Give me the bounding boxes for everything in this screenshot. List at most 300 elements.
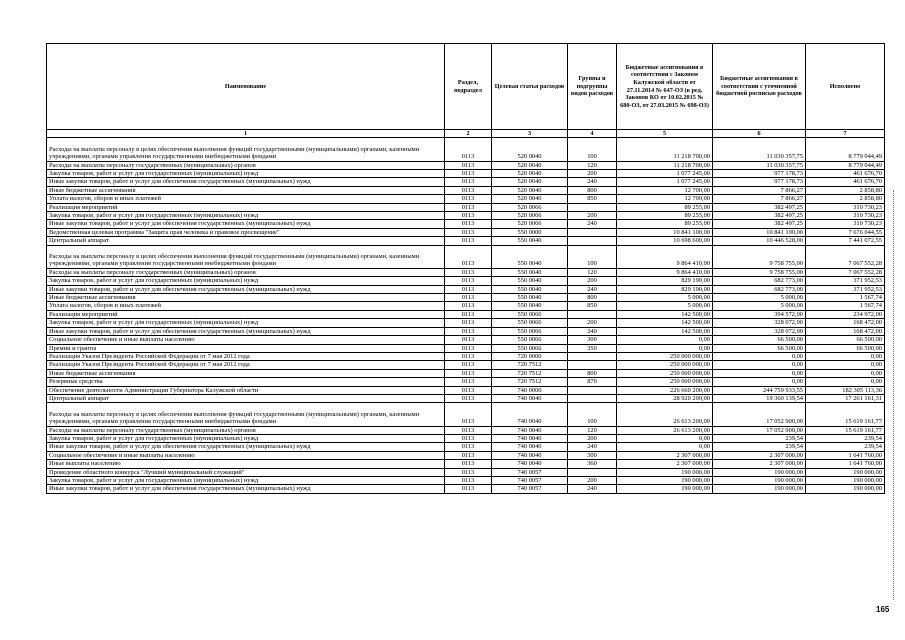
row-executed-amount: 190 000,00 (806, 485, 885, 493)
table-row (47, 369, 885, 377)
row-article: 740 0040 (492, 426, 568, 434)
column-number: 7 (806, 130, 885, 138)
row-section: 0113 (445, 336, 492, 344)
column-number: 4 (568, 130, 617, 138)
row-article: 550 0040 (492, 268, 568, 276)
row-group: 800 (568, 294, 617, 302)
row-group: 850 (568, 195, 617, 203)
row-article: 740 0040 (492, 460, 568, 468)
row-article: 550 0066 (492, 344, 568, 352)
row-article: 720 0000 (492, 352, 568, 360)
table-row (47, 285, 885, 293)
row-section: 0113 (445, 294, 492, 302)
row-plan-amount: 2 307 000,00 (617, 451, 713, 459)
row-plan-amount: 10 698 600,00 (617, 237, 713, 245)
row-section: 0113 (445, 178, 492, 186)
scan-edge-mark (893, 190, 895, 600)
column-number-row (47, 130, 885, 138)
row-plan-amount: 5 000,00 (617, 294, 713, 302)
row-group (568, 352, 617, 360)
row-section: 0113 (445, 403, 492, 426)
header-done: Исполнено (806, 44, 885, 130)
row-section: 0113 (445, 434, 492, 442)
row-group: 200 (568, 434, 617, 442)
row-plan-amount: 250 000 000,00 (617, 369, 713, 377)
row-section: 0113 (445, 386, 492, 394)
row-name: Социальное обеспечение и иные выплаты населению (47, 451, 445, 459)
row-group: 200 (568, 277, 617, 285)
row-section: 0113 (445, 285, 492, 293)
row-section: 0113 (445, 245, 492, 268)
row-executed-amount: 66 500,00 (806, 336, 885, 344)
row-group: 200 (568, 476, 617, 484)
row-group: 240 (568, 285, 617, 293)
row-roster-amount: 17 052 900,00 (713, 403, 806, 426)
row-roster-amount: 0,00 (713, 352, 806, 360)
row-section: 0113 (445, 237, 492, 245)
row-plan-amount: 9 864 410,00 (617, 245, 713, 268)
row-article: 520 0066 (492, 212, 568, 220)
row-article: 740 0040 (492, 403, 568, 426)
row-executed-amount: 0,00 (806, 352, 885, 360)
row-name: Центральный аппарат (47, 237, 445, 245)
row-executed-amount: 7 441 072,55 (806, 237, 885, 245)
row-name: Реализация Указов Президента Российской Федерации от 7 мая 2012 года (47, 352, 445, 360)
table-row (47, 319, 885, 327)
row-executed-amount: 7 067 552,28 (806, 245, 885, 268)
row-executed-amount: 7 676 044,55 (806, 228, 885, 236)
row-name: Реализация Указов Президента Российской Федерации от 7 мая 2012 года (47, 361, 445, 369)
row-executed-amount: 0,00 (806, 361, 885, 369)
row-article: 550 0040 (492, 277, 568, 285)
row-article: 740 0000 (492, 386, 568, 394)
table-row (47, 485, 885, 493)
row-name: Иные выплаты населению (47, 460, 445, 468)
row-section: 0113 (445, 195, 492, 203)
row-roster-amount: 382 497,25 (713, 220, 806, 228)
table-row (47, 203, 885, 211)
row-name: Закупка товаров, работ и услуг для государственных (муниципальных) нужд (47, 476, 445, 484)
row-group: 200 (568, 212, 617, 220)
row-plan-amount: 28 920 200,00 (617, 394, 713, 402)
table-row (47, 361, 885, 369)
header-article: Целевая статья расходов (492, 44, 568, 130)
row-roster-amount: 190 000,00 (713, 485, 806, 493)
column-number: 1 (47, 130, 445, 138)
row-roster-amount: 2 307 000,00 (713, 451, 806, 459)
table-row (47, 327, 885, 335)
row-group (568, 361, 617, 369)
table-row (47, 178, 885, 186)
header-section: Раздел, подраздел (445, 44, 492, 130)
row-plan-amount: 1 077 245,00 (617, 170, 713, 178)
row-group (568, 228, 617, 236)
table-row (47, 220, 885, 228)
row-group: 120 (568, 426, 617, 434)
row-roster-amount: 11 030 357,75 (713, 161, 806, 169)
table-row (47, 245, 885, 268)
row-article: 520 0040 (492, 186, 568, 194)
row-article: 520 0040 (492, 195, 568, 203)
row-group: 120 (568, 268, 617, 276)
row-group (568, 310, 617, 318)
table-row (47, 186, 885, 194)
row-name: Иные бюджетные ассигнования (47, 186, 445, 194)
row-section: 0113 (445, 220, 492, 228)
row-executed-amount: 310 730,23 (806, 212, 885, 220)
row-section: 0113 (445, 138, 492, 161)
row-name: Иные закупки товаров, работ и услуг для обеспечения государственных (муниципальных) нужд (47, 327, 445, 335)
row-article: 740 0057 (492, 468, 568, 476)
table-row (47, 161, 885, 169)
row-group: 800 (568, 369, 617, 377)
row-executed-amount: 371 952,53 (806, 285, 885, 293)
row-section: 0113 (445, 485, 492, 493)
table-row (47, 476, 885, 484)
table-row (47, 195, 885, 203)
row-article: 550 0040 (492, 237, 568, 245)
row-plan-amount: 26 613 200,00 (617, 426, 713, 434)
row-group (568, 386, 617, 394)
row-section: 0113 (445, 310, 492, 318)
row-roster-amount: 11 030 357,75 (713, 138, 806, 161)
row-plan-amount: 250 000 000,00 (617, 378, 713, 386)
row-article: 740 0040 (492, 451, 568, 459)
row-roster-amount: 9 758 755,00 (713, 268, 806, 276)
row-article: 550 0066 (492, 336, 568, 344)
row-name: Расходы на выплаты персоналу в целях обеспечения выполнения функций государственными (муниципальными) органами, казенными учреждениями, органами управления государственными внебюджетными фондами (47, 138, 445, 161)
table-row (47, 443, 885, 451)
row-roster-amount: 328 072,00 (713, 327, 806, 335)
row-plan-amount: 89 255,00 (617, 220, 713, 228)
row-executed-amount: 239,54 (806, 434, 885, 442)
row-roster-amount: 239,54 (713, 434, 806, 442)
row-section: 0113 (445, 476, 492, 484)
row-roster-amount: 977 178,73 (713, 178, 806, 186)
table-row (47, 237, 885, 245)
row-group: 200 (568, 170, 617, 178)
row-name: Закупка товаров, работ и услуг для государственных (муниципальных) нужд (47, 277, 445, 285)
row-executed-amount: 310 730,23 (806, 220, 885, 228)
row-name: Уплата налогов, сборов и иных платежей (47, 195, 445, 203)
row-name: Иные закупки товаров, работ и услуг для обеспечения государственных (муниципальных) нужд (47, 178, 445, 186)
row-plan-amount: 2 307 000,00 (617, 460, 713, 468)
row-executed-amount: 66 500,00 (806, 344, 885, 352)
row-roster-amount: 66 500,00 (713, 344, 806, 352)
row-executed-amount: 371 952,53 (806, 277, 885, 285)
row-roster-amount: 682 773,00 (713, 285, 806, 293)
row-section: 0113 (445, 378, 492, 386)
row-section: 0113 (445, 212, 492, 220)
row-group (568, 394, 617, 402)
row-name: Расходы на выплаты персоналу государственных (муниципальных) органов (47, 161, 445, 169)
row-plan-amount: 142 500,00 (617, 327, 713, 335)
budget-table (46, 43, 885, 494)
row-name: Закупка товаров, работ и услуг для государственных (муниципальных) нужд (47, 319, 445, 327)
row-plan-amount: 0,00 (617, 336, 713, 344)
row-name: Иные бюджетные ассигнования (47, 369, 445, 377)
row-roster-amount: 2 307 000,00 (713, 460, 806, 468)
row-plan-amount: 142 500,00 (617, 319, 713, 327)
row-name: Социальное обеспечение и иные выплаты населению (47, 336, 445, 344)
page-number: 165 (876, 605, 890, 614)
row-group: 240 (568, 485, 617, 493)
row-section: 0113 (445, 394, 492, 402)
row-group: 800 (568, 186, 617, 194)
row-article: 550 0040 (492, 294, 568, 302)
table-row (47, 212, 885, 220)
row-group (568, 468, 617, 476)
row-roster-amount: 977 178,73 (713, 170, 806, 178)
row-group: 300 (568, 451, 617, 459)
row-roster-amount: 7 866,27 (713, 195, 806, 203)
row-executed-amount: 234 972,00 (806, 310, 885, 318)
row-executed-amount: 15 619 161,77 (806, 403, 885, 426)
table-row (47, 394, 885, 402)
row-executed-amount: 0,00 (806, 369, 885, 377)
row-executed-amount: 182 305 113,36 (806, 386, 885, 394)
row-section: 0113 (445, 352, 492, 360)
row-executed-amount: 310 730,23 (806, 203, 885, 211)
row-plan-amount: 190 000,00 (617, 476, 713, 484)
table-row (47, 426, 885, 434)
row-group: 100 (568, 403, 617, 426)
table-row (47, 228, 885, 236)
row-roster-amount: 0,00 (713, 369, 806, 377)
table-row (47, 386, 885, 394)
row-executed-amount: 461 676,70 (806, 170, 885, 178)
column-number: 5 (617, 130, 713, 138)
row-plan-amount: 190 000,00 (617, 468, 713, 476)
row-article: 520 0040 (492, 138, 568, 161)
row-article: 740 0040 (492, 443, 568, 451)
row-plan-amount: 142 500,00 (617, 310, 713, 318)
table-row (47, 378, 885, 386)
row-group: 870 (568, 378, 617, 386)
row-section: 0113 (445, 327, 492, 335)
row-name: Иные бюджетные ассигнования (47, 294, 445, 302)
table-row (47, 451, 885, 459)
row-article: 520 0066 (492, 203, 568, 211)
row-name: Расходы на выплаты персоналу в целях обеспечения выполнения функций государственными (муниципальными) органами, казенными учреждениями, органами управления государственными внебюджетными фондами (47, 403, 445, 426)
row-executed-amount: 1 567,74 (806, 302, 885, 310)
row-section: 0113 (445, 361, 492, 369)
row-article: 550 0040 (492, 285, 568, 293)
row-roster-amount: 394 572,00 (713, 310, 806, 318)
row-group: 350 (568, 344, 617, 352)
table-row (47, 277, 885, 285)
row-article: 550 0000 (492, 228, 568, 236)
row-name: Иные закупки товаров, работ и услуг для обеспечения государственных (муниципальных) нужд (47, 485, 445, 493)
row-executed-amount: 168 472,00 (806, 327, 885, 335)
row-name: Иные закупки товаров, работ и услуг для обеспечения государственных (муниципальных) нужд (47, 220, 445, 228)
row-roster-amount: 244 759 933,55 (713, 386, 806, 394)
row-section: 0113 (445, 228, 492, 236)
row-roster-amount: 0,00 (713, 361, 806, 369)
row-section: 0113 (445, 443, 492, 451)
column-number: 2 (445, 130, 492, 138)
row-article: 740 0040 (492, 434, 568, 442)
row-article: 720 7512 (492, 361, 568, 369)
row-group: 240 (568, 443, 617, 451)
row-group: 100 (568, 245, 617, 268)
row-roster-amount: 19 360 139,54 (713, 394, 806, 402)
row-executed-amount: 1 567,74 (806, 294, 885, 302)
row-roster-amount: 328 072,00 (713, 319, 806, 327)
row-article: 740 0057 (492, 485, 568, 493)
row-section: 0113 (445, 203, 492, 211)
row-name: Расходы на выплаты персоналу государственных (муниципальных) органов (47, 426, 445, 434)
row-plan-amount: 250 000 000,00 (617, 352, 713, 360)
table-row (47, 170, 885, 178)
row-plan-amount: 26 613 200,00 (617, 403, 713, 426)
row-plan-amount: 226 660 200,00 (617, 386, 713, 394)
table-row (47, 344, 885, 352)
row-name: Реализация мероприятий (47, 203, 445, 211)
row-group: 360 (568, 460, 617, 468)
row-article: 550 0040 (492, 302, 568, 310)
row-roster-amount: 9 758 755,00 (713, 245, 806, 268)
row-name: Премии и гранты (47, 344, 445, 352)
row-section: 0113 (445, 426, 492, 434)
row-roster-amount: 190 000,00 (713, 468, 806, 476)
row-roster-amount: 5 000,00 (713, 302, 806, 310)
row-roster-amount: 10 841 100,00 (713, 228, 806, 236)
header-name: Наименование (47, 44, 445, 130)
column-number: 3 (492, 130, 568, 138)
table-row (47, 460, 885, 468)
row-plan-amount: 829 190,00 (617, 277, 713, 285)
table-body (47, 138, 885, 493)
row-group (568, 237, 617, 245)
budget-sheet (46, 43, 884, 494)
row-group: 100 (568, 138, 617, 161)
row-group (568, 203, 617, 211)
header-group: Группы и подгруппы видов расходов (568, 44, 617, 130)
row-plan-amount: 190 000,00 (617, 485, 713, 493)
row-roster-amount: 682 773,00 (713, 277, 806, 285)
row-roster-amount: 382 497,25 (713, 203, 806, 211)
row-executed-amount: 7 067 552,28 (806, 268, 885, 276)
row-plan-amount: 10 841 100,00 (617, 228, 713, 236)
row-executed-amount: 8 779 044,49 (806, 161, 885, 169)
row-executed-amount: 190 000,00 (806, 468, 885, 476)
row-plan-amount: 11 218 700,00 (617, 138, 713, 161)
row-executed-amount: 168 472,00 (806, 319, 885, 327)
row-name: Закупка товаров, работ и услуг для государственных (муниципальных) нужд (47, 212, 445, 220)
row-article: 550 0066 (492, 327, 568, 335)
row-plan-amount: 9 864 410,00 (617, 268, 713, 276)
table-row (47, 434, 885, 442)
row-section: 0113 (445, 268, 492, 276)
row-roster-amount: 0,00 (713, 378, 806, 386)
row-article: 720 7512 (492, 378, 568, 386)
table-row (47, 302, 885, 310)
row-section: 0113 (445, 369, 492, 377)
row-roster-amount: 7 866,27 (713, 186, 806, 194)
row-executed-amount: 0,00 (806, 378, 885, 386)
row-executed-amount: 17 261 161,31 (806, 394, 885, 402)
row-name: Обеспечение деятельности Администрации Губернатора Калужской области (47, 386, 445, 394)
header-row (47, 44, 885, 130)
row-plan-amount: 0,00 (617, 434, 713, 442)
row-plan-amount: 0,00 (617, 344, 713, 352)
row-plan-amount: 12 700,00 (617, 195, 713, 203)
row-article: 520 0040 (492, 178, 568, 186)
column-number: 6 (713, 130, 806, 138)
row-name: Закупка товаров, работ и услуг для государственных (муниципальных) нужд (47, 170, 445, 178)
row-plan-amount: 89 255,00 (617, 203, 713, 211)
row-name: Расходы на выплаты персоналу государственных (муниципальных) органов (47, 268, 445, 276)
row-section: 0113 (445, 161, 492, 169)
row-group: 120 (568, 161, 617, 169)
row-plan-amount: 11 218 700,00 (617, 161, 713, 169)
row-name: Реализация мероприятий (47, 310, 445, 318)
row-section: 0113 (445, 451, 492, 459)
row-name: Иные закупки товаров, работ и услуг для обеспечения государственных (муниципальных) нужд (47, 443, 445, 451)
row-name: Закупка товаров, работ и услуг для государственных (муниципальных) нужд (47, 434, 445, 442)
row-article: 550 0040 (492, 245, 568, 268)
row-group: 240 (568, 327, 617, 335)
table-row (47, 138, 885, 161)
row-executed-amount: 1 641 760,00 (806, 460, 885, 468)
row-article: 720 7512 (492, 369, 568, 377)
row-group: 300 (568, 336, 617, 344)
header-roster: Бюджетные ассигнования в соответствии с уточненной бюджетной росписью расходов (713, 44, 806, 130)
row-plan-amount: 12 700,00 (617, 186, 713, 194)
row-group: 850 (568, 302, 617, 310)
row-roster-amount: 5 000,00 (713, 294, 806, 302)
row-article: 520 0066 (492, 220, 568, 228)
row-group: 240 (568, 178, 617, 186)
row-article: 740 0057 (492, 476, 568, 484)
row-name: Резервные средства (47, 378, 445, 386)
row-executed-amount: 15 619 161,77 (806, 426, 885, 434)
row-section: 0113 (445, 277, 492, 285)
row-section: 0113 (445, 468, 492, 476)
row-group: 240 (568, 220, 617, 228)
row-roster-amount: 17 052 900,00 (713, 426, 806, 434)
row-executed-amount: 2 858,80 (806, 195, 885, 203)
row-roster-amount: 66 500,00 (713, 336, 806, 344)
row-article: 740 0040 (492, 394, 568, 402)
row-name: Проведение областного конкурса "Лучший муниципальный служащий" (47, 468, 445, 476)
row-executed-amount: 8 779 044,49 (806, 138, 885, 161)
table-row (47, 352, 885, 360)
header-plan: Бюджетные ассигнования в соответствии с Законом Калужской области от 27.11.2014 № 647-ОЗ (в ред. Законов КО от 10.02.2015 № 680-ОЗ, от 27.03.2015 № 698-ОЗ) (617, 44, 713, 130)
row-article: 550 0066 (492, 310, 568, 318)
row-article: 550 0066 (492, 319, 568, 327)
row-section: 0113 (445, 186, 492, 194)
row-executed-amount: 461 676,70 (806, 178, 885, 186)
row-section: 0113 (445, 344, 492, 352)
row-name: Иные закупки товаров, работ и услуг для обеспечения государственных (муниципальных) нужд (47, 285, 445, 293)
row-name: Расходы на выплаты персоналу в целях обеспечения выполнения функций государственными (муниципальными) органами, казенными учреждениями, органами управления государственными внебюджетными фондами (47, 245, 445, 268)
row-name: Ведомственная целевая программа "Защита прав человека и правовое просвещение" (47, 228, 445, 236)
row-section: 0113 (445, 170, 492, 178)
row-plan-amount: 1 077 245,00 (617, 178, 713, 186)
row-roster-amount: 239,54 (713, 443, 806, 451)
row-article: 520 0040 (492, 161, 568, 169)
table-row (47, 294, 885, 302)
row-section: 0113 (445, 319, 492, 327)
row-executed-amount: 1 641 760,00 (806, 451, 885, 459)
table-row (47, 336, 885, 344)
row-article: 520 0040 (492, 170, 568, 178)
row-plan-amount: 5 000,00 (617, 302, 713, 310)
row-plan-amount: 829 190,00 (617, 285, 713, 293)
table-row (47, 268, 885, 276)
